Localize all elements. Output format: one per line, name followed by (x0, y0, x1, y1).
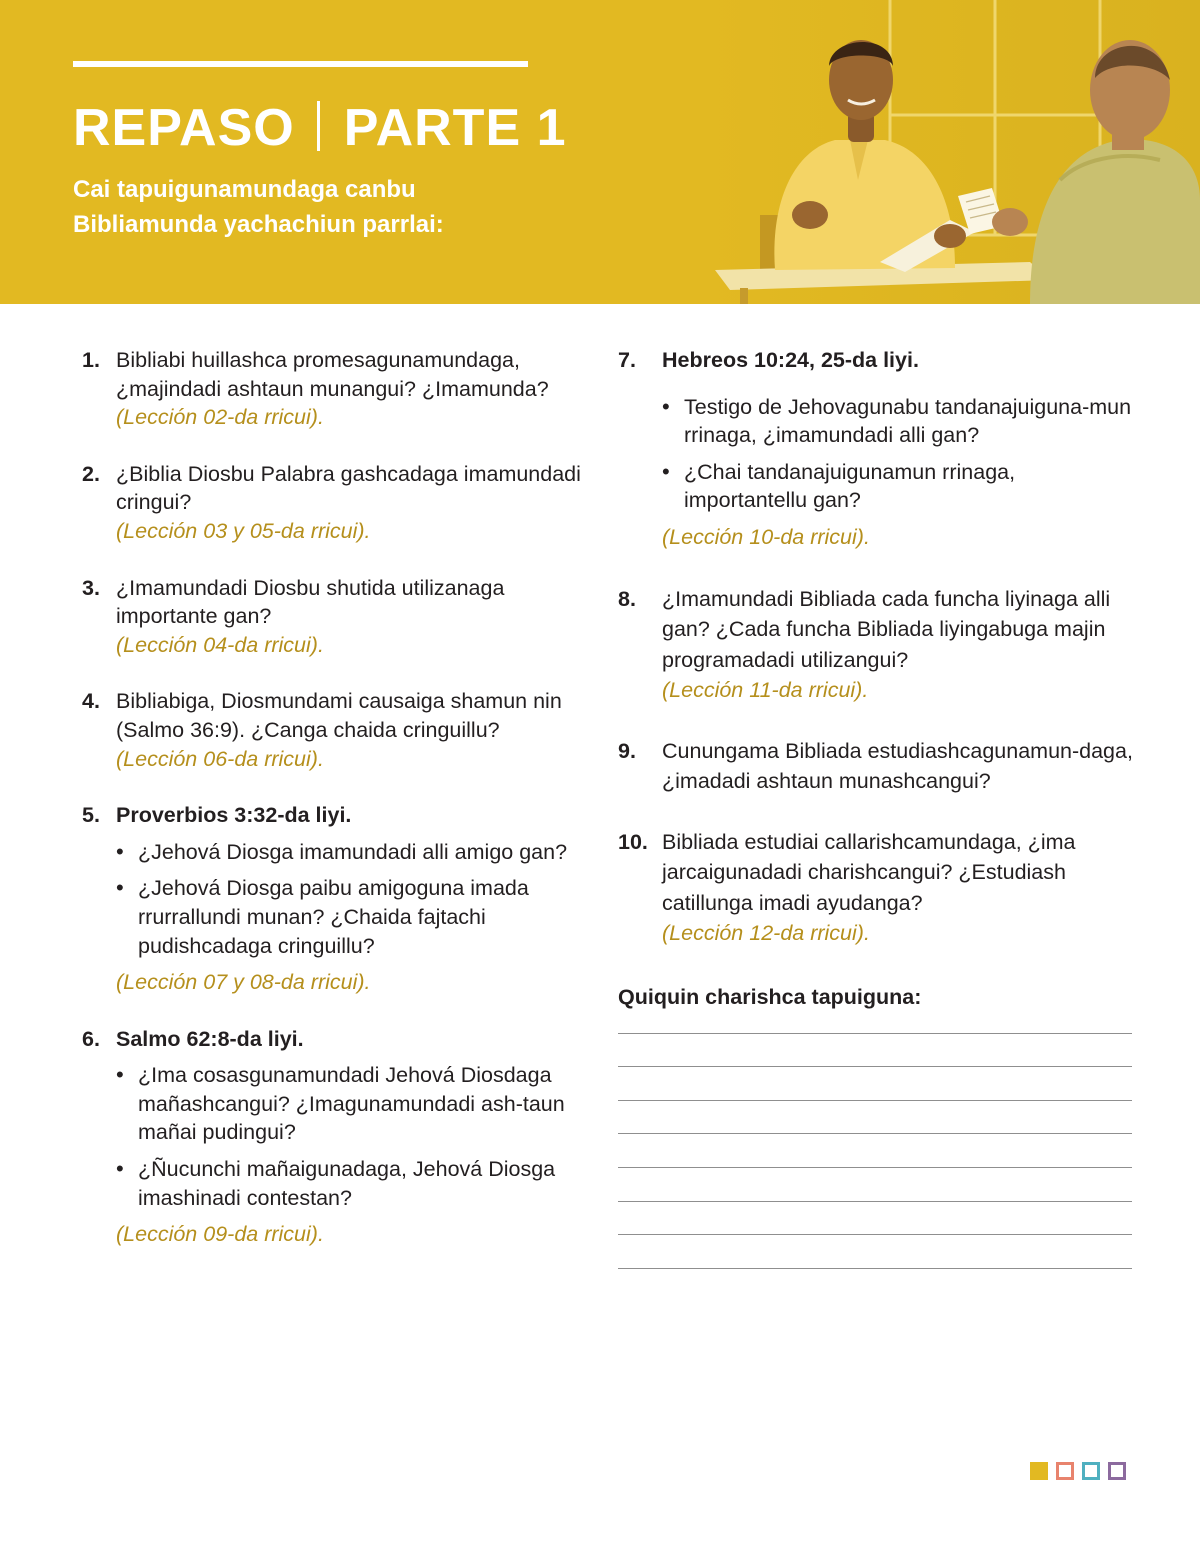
question-4 (82, 687, 592, 773)
question-text: ¿Imamundadi Bibliada cada funcha liyinaga alli gan? ¿Cada funcha Bibliada liyingabuga majin programadadi utilizangui? (662, 586, 1111, 672)
sub-question: • Testigo de Jehovagunabu tandanajuiguna-mun rrinaga, ¿imamundadi alli gan? (662, 393, 1138, 450)
question-text: Cunungama Bibliada estudiashcagunamun-daga, ¿imadadi ashtaun munashcangui? (662, 738, 1133, 794)
filled-square-icon (1030, 1462, 1048, 1480)
question-8 (618, 584, 1138, 706)
note-line[interactable] (618, 1100, 1132, 1101)
sub-question-list (116, 838, 592, 960)
sub-question: • ¿Chai tandanajuigunamun rrinaga, importantellu gan? (662, 458, 1138, 515)
question-number: 2. (82, 461, 100, 486)
question-text: Bibliabiga, Diosmundami causaiga shamun nin (Salmo 36:9). ¿Canga chaida cringuillu? (116, 689, 562, 742)
sub-question: • ¿Jehová Diosga paibu amigoguna imada rrurrallundi munan? ¿Chaida fajtachi pudishcadaga cringuillu? (116, 874, 592, 960)
sub-question: • ¿Ima cosasgunamundadi Jehová Diosdaga mañashcangui? ¿Imagunamundadi ash-taun mañai pudingui? (116, 1061, 592, 1147)
notes-label: Quiquin charishca tapuiguna: (618, 984, 922, 1009)
lesson-reference: (Lección 09-da rricui). (116, 1222, 324, 1247)
lesson-reference: (Lección 02-da rricui). (116, 405, 324, 430)
note-line[interactable] (618, 1033, 1132, 1034)
lesson-reference: (Lección 07 y 08-da rricui). (116, 970, 371, 995)
question-number: 5. (82, 803, 100, 828)
note-line[interactable] (618, 1234, 1132, 1235)
lesson-reference: (Lección 03 y 05-da rricui). (116, 518, 371, 543)
scripture-instruction: Salmo 62:8-da liyi. (116, 1026, 304, 1051)
note-line[interactable] (618, 1133, 1132, 1134)
lesson-reference: (Lección 10-da rricui). (662, 524, 870, 549)
question-number: 3. (82, 575, 100, 600)
lesson-reference: (Lección 11-da rricui). (662, 678, 869, 703)
outline-square-icon (1108, 1462, 1126, 1480)
scripture-instruction: Hebreos 10:24, 25-da liyi. (662, 348, 919, 372)
note-line[interactable] (618, 1201, 1132, 1202)
subtitle-line-2: Bibliamunda yachachiun parrlai: (73, 211, 444, 238)
question-6 (82, 1025, 592, 1249)
question-number: 7. (618, 348, 636, 372)
question-2 (82, 460, 592, 546)
note-line[interactable] (618, 1167, 1132, 1168)
question-9 (618, 736, 1138, 797)
question-7 (618, 346, 1138, 552)
lesson-reference: (Lección 06-da rricui). (116, 746, 324, 771)
question-1 (82, 346, 592, 432)
sub-question: • ¿Jehová Diosga imamundadi alli amigo gan? (116, 838, 592, 867)
question-number: 6. (82, 1026, 100, 1051)
sub-question: • ¿Ñucunchi mañaigunadaga, Jehová Diosga imashinadi contestan? (116, 1155, 592, 1212)
study-illustration (700, 0, 1200, 304)
question-text: ¿Biblia Diosbu Palabra gashcadaga imamundadi cringui? (116, 461, 581, 515)
scripture-instruction: Proverbios 3:32-da liyi. (116, 803, 352, 828)
lesson-reference: (Lección 04-da rricui). (116, 632, 324, 657)
progress-squares (1030, 1462, 1126, 1480)
note-line[interactable] (618, 1268, 1132, 1269)
lesson-reference: (Lección 12-da rricui). (662, 921, 870, 946)
header-banner (0, 0, 1200, 304)
question-text: ¿Imamundadi Diosbu shutida utilizanaga importante gan? (116, 575, 505, 629)
question-text: Bibliada estudiai callarishcamundaga, ¿ima jarcaigunadadi charishcangui? ¿Estudiash catillunga imadi ayudanga? (662, 829, 1076, 915)
question-3 (82, 574, 592, 660)
header-rule (73, 61, 528, 67)
page-subtitle (73, 172, 633, 242)
title-part-1: REPASO (73, 99, 295, 157)
question-number: 1. (82, 348, 100, 372)
question-number: 4. (82, 689, 100, 714)
question-number: 10. (618, 829, 648, 854)
sub-question-list (116, 1061, 592, 1212)
outline-square-icon (1082, 1462, 1100, 1480)
question-5 (82, 801, 592, 997)
title-separator (317, 101, 320, 151)
notes-section (618, 983, 1138, 1269)
question-number: 9. (618, 738, 636, 763)
question-number: 8. (618, 586, 636, 611)
questions-left-column (82, 346, 592, 1249)
question-text: Bibliabi huillashca promesagunamundaga, ¿majindadi ashtaun munangui? ¿Imamunda? (116, 348, 549, 401)
subtitle-line-1: Cai tapuigunamundaga canbu (73, 176, 416, 203)
page-title (73, 98, 567, 158)
title-part-2: PARTE 1 (343, 99, 567, 157)
sub-question-list (662, 393, 1138, 515)
outline-square-icon (1056, 1462, 1074, 1480)
questions-right-column (618, 346, 1138, 1269)
question-10 (618, 827, 1138, 949)
note-line[interactable] (618, 1066, 1132, 1067)
